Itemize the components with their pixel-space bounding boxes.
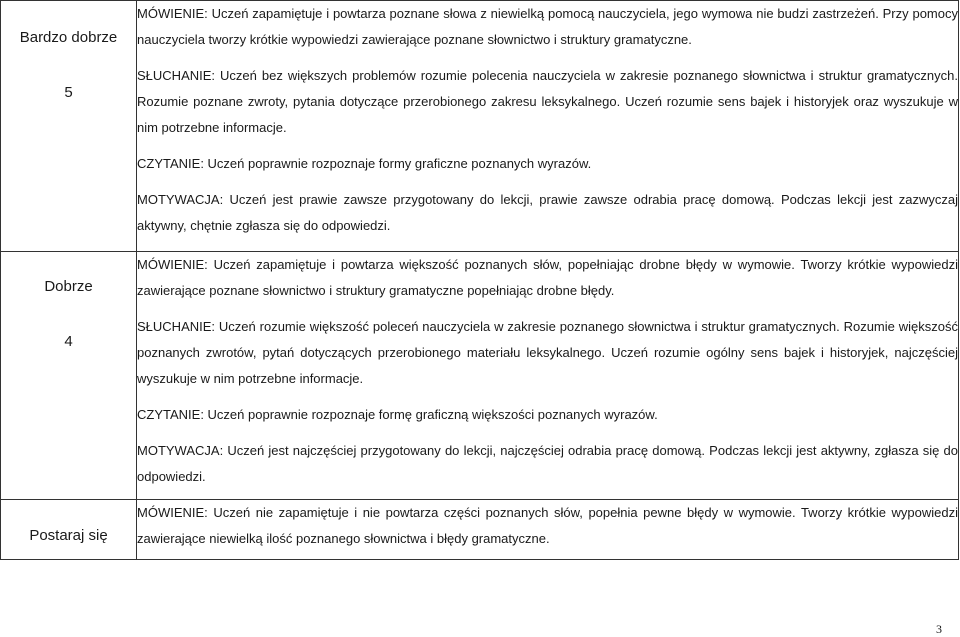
grade-number: 4 (64, 333, 73, 350)
criterion-speaking: MÓWIENIE: Uczeń zapamiętuje i powtarza większość poznanych słów, popełniając drobne błędy w wymowie. Tworzy krótkie wypowiedzi zawierające poznane słownictwo i struktury gramatyczne popełniając drobne błędy. (137, 257, 958, 298)
description-cell (137, 500, 959, 560)
criterion-motivation: MOTYWACJA: Uczeń jest najczęściej przygotowany do lekcji, najczęściej odrabia pracę domową. Podczas lekcji jest aktywny, zgłasza się do odpowiedzi. (137, 443, 958, 484)
grade-row-postaraj-sie (1, 500, 959, 560)
grade-row-bardzo-dobrze (1, 1, 959, 252)
grade-number: 5 (64, 84, 73, 101)
grade-name: Dobrze (44, 278, 93, 295)
criterion-motivation: MOTYWACJA: Uczeń jest prawie zawsze przygotowany do lekcji, prawie zawsze odrabia pracę domową. Podczas lekcji jest zazwyczaj aktywny, chętnie zgłasza się do odpowiedzi. (137, 192, 958, 233)
page-number: 3 (936, 622, 942, 636)
criterion-reading: CZYTANIE: Uczeń poprawnie rozpoznaje formy graficzne poznanych wyrazów. (137, 156, 592, 171)
description-cell (137, 252, 959, 500)
criterion-listening: SŁUCHANIE: Uczeń bez większych problemów rozumie polecenia nauczyciela w zakresie poznanego słownictwa i struktur gramatycznych. Rozumie poznane zwroty, pytania dotyczące przerobionego zakresu leksykalnego. Uczeń rozumie sens bajek i historyjek oraz wyszukuje w nim potrzebne informacje. (137, 68, 958, 135)
grade-cell (1, 252, 137, 500)
grade-row-dobrze (1, 252, 959, 500)
criterion-speaking: MÓWIENIE: Uczeń nie zapamiętuje i nie powtarza części poznanych słów, popełnia pewne błędy w wymowie. Tworzy krótkie wypowiedzi zawierające niewielką ilość poznanego słownictwa i błędy gramatyczne. (137, 505, 958, 546)
criterion-reading: CZYTANIE: Uczeń poprawnie rozpoznaje formę graficzną większości poznanych wyrazów. (137, 407, 658, 422)
grade-cell (1, 500, 137, 560)
grade-name: Bardzo dobrze (19, 29, 118, 46)
grade-name: Postaraj się (29, 527, 108, 544)
grade-cell (1, 1, 137, 252)
criterion-speaking: MÓWIENIE: Uczeń zapamiętuje i powtarza poznane słowa z niewielką pomocą nauczyciela, jego wymowa nie budzi zastrzeżeń. Przy pomocy nauczyciela tworzy krótkie wypowiedzi zawierające poznane słownictwo i struktury gramatyczne. (137, 6, 958, 47)
criterion-listening: SŁUCHANIE: Uczeń rozumie większość poleceń nauczyciela w zakresie poznanego słownictwa i struktur gramatycznych. Rozumie większość poznanych zwrotów, pytań dotyczących przerobionego materiału leksykalnego. Uczeń rozumie ogólny sens bajek i historyjek, najczęściej wyszukuje w nim potrzebne informacje. (137, 319, 958, 386)
description-cell (137, 1, 959, 252)
